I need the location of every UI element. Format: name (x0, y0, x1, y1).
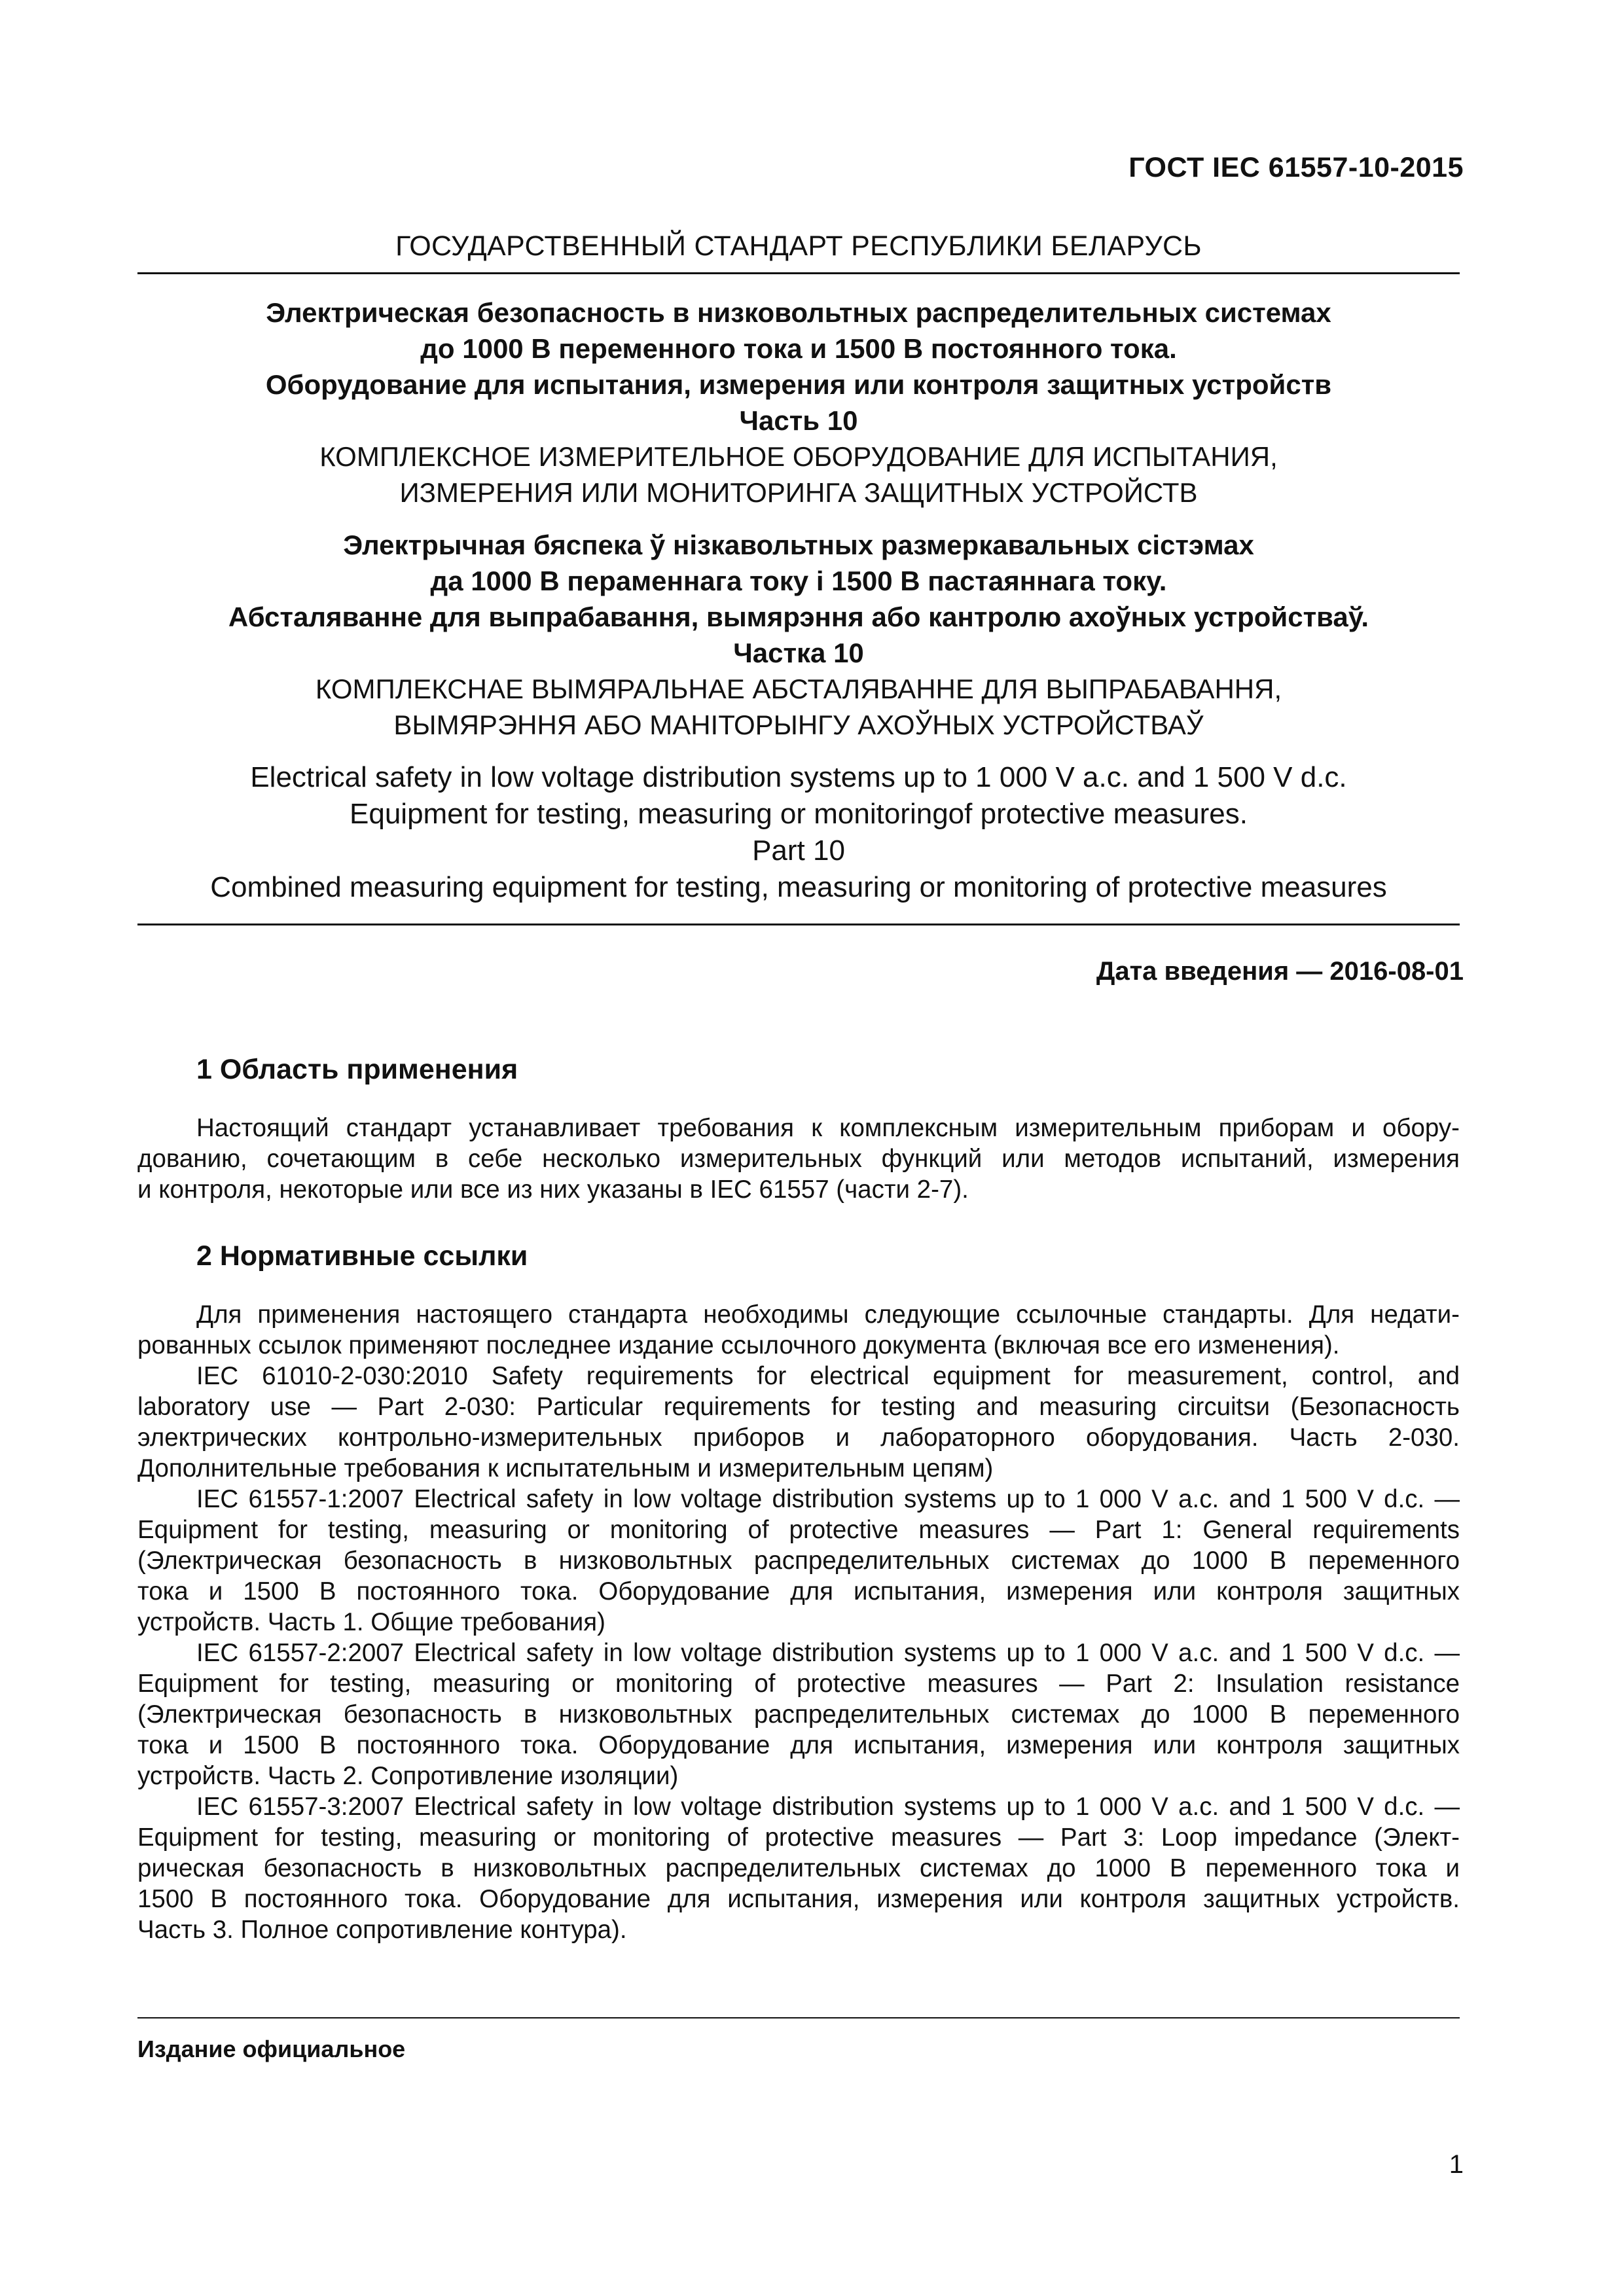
document-code: ГОСТ IEC 61557-10-2015 (1128, 152, 1464, 183)
title-en-line: Electrical safety in low voltage distribution systems up to 1 000 V a.c. and 1 500 V d.c. (250, 761, 1347, 793)
reference-line: электрических контрольно-измерительных приборов и лабораторного оборудования. Часть 2-030. (137, 1424, 1460, 1452)
state-standard-title: ГОСУДАРСТВЕННЫЙ СТАНДАРТ РЕСПУБЛИКИ БЕЛАРУСЬ (395, 230, 1202, 262)
page-number: 1 (1449, 2150, 1464, 2179)
title-by-line: Абсталяванне для выпрабавання, вымярэння або кантролю ахоўных устройстваў. (228, 601, 1369, 632)
title-english (137, 759, 1460, 906)
title-ru-line: Оборудование для испытания, измерения или контроля защитных устройств (265, 369, 1332, 400)
reference-line: (Электрическая безопасность в низковольтных распределительных системах до 1000 В переменного (137, 1547, 1460, 1575)
reference-line: рическая безопасность в низковольтных распределительных системах до 1000 В переменного тока и (137, 1854, 1460, 1882)
title-by-line: да 1000 В пераменнага току і 1500 В пастаяннага току. (430, 565, 1167, 596)
reference-line: Equipment for testing, measuring or monitoring of protective measures — Part 1: General requirements (137, 1516, 1460, 1544)
title-ru-line: Электрическая безопасность в низковольтных распределительных системах (266, 297, 1331, 328)
title-by-part: Частка 10 (733, 637, 864, 668)
paragraph-line: и контроля, некоторые или все из них указаны в IEC 61557 (части 2-7). (137, 1175, 969, 1204)
title-ru-part: Часть 10 (739, 405, 858, 436)
title-divider (137, 924, 1460, 925)
title-by-subtitle: ВЫМЯРЭННЯ АБО МАНІТОРЫНГУ АХОЎНЫХ УСТРОЙСТВАЎ (393, 709, 1204, 740)
reference-line: Дополнительные требования к испытательным и измерительным цепям) (137, 1454, 994, 1482)
reference-line: laboratory use — Part 2-030: Particular requirements for testing and measuring circuitsи (Безопасность (137, 1393, 1460, 1421)
reference-line: Часть 3. Полное сопротивление контура). (137, 1916, 627, 1944)
top-divider (137, 272, 1460, 274)
title-en-line: Equipment for testing, measuring or monitoringof protective measures. (350, 798, 1248, 830)
paragraph-line: Для применения настоящего стандарта необходимы следующие ссылочные стандарты. Для недати- (196, 1300, 1460, 1329)
title-ru-line: до 1000 В переменного тока и 1500 В постоянного тока. (420, 333, 1177, 364)
paragraph-line: Настоящий стандарт устанавливает требования к комплексным измерительным приборам и обору- (196, 1114, 1460, 1142)
paragraph-line: дованию, сочетающим в себе несколько измерительных функций или методов испытаний, измерения (137, 1145, 1460, 1173)
section-1-body (137, 1113, 1460, 1205)
official-edition-label: Издание официальное (137, 2036, 406, 2062)
title-en-part: Part 10 (752, 834, 845, 867)
reference-line: (Электрическая безопасность в низковольтных распределительных системах до 1000 В переменного (137, 1700, 1460, 1729)
reference-line: устройств. Часть 2. Сопротивление изоляции) (137, 1762, 679, 1790)
footer-divider (137, 2017, 1460, 2018)
title-russian (137, 295, 1460, 511)
section-2-body (137, 1299, 1460, 1945)
title-ru-subtitle: ИЗМЕРЕНИЯ ИЛИ МОНИТОРИНГА ЗАЩИТНЫХ УСТРОЙСТВ (399, 477, 1198, 508)
section-2-heading: 2 Нормативные ссылки (196, 1240, 528, 1272)
title-by-subtitle: КОМПЛЕКСНАЕ ВЫМЯРАЛЬНАЕ АБСТАЛЯВАННЕ ДЛЯ ВЫПРАБАВАННЯ, (315, 673, 1282, 704)
reference-line: IEC 61557-2:2007 Electrical safety in low voltage distribution systems up to 1 000 V a.c. and 1 500 V d.c. — (196, 1639, 1460, 1667)
reference-line: Equipment for testing, measuring or monitoring of protective measures — Part 2: Insulation resistance (137, 1670, 1460, 1698)
title-en-subtitle: Combined measuring equipment for testing, measuring or monitoring of protective measures (210, 871, 1387, 903)
title-belarusian (137, 527, 1460, 743)
section-1-heading: 1 Область применения (196, 1054, 518, 1085)
reference-line: Equipment for testing, measuring or monitoring of protective measures — Part 3: Loop impedance (Элект- (137, 1823, 1460, 1852)
reference-line: тока и 1500 В постоянного тока. Оборудование для испытания, измерения или контроля защитных (137, 1577, 1460, 1605)
reference-line: устройств. Часть 1. Общие требования) (137, 1608, 605, 1636)
title-ru-subtitle: КОМПЛЕКСНОЕ ИЗМЕРИТЕЛЬНОЕ ОБОРУДОВАНИЕ ДЛЯ ИСПЫТАНИЯ, (319, 441, 1278, 472)
reference-line: 1500 В постоянного тока. Оборудование для испытания, измерения или контроля защитных устройств. (137, 1885, 1460, 1913)
paragraph-line: рованных ссылок применяют последнее издание ссылочного документа (включая все его изменения). (137, 1331, 1340, 1359)
reference-line: IEC 61557-1:2007 Electrical safety in low voltage distribution systems up to 1 000 V a.c. and 1 500 V d.c. — (196, 1485, 1460, 1513)
reference-line: IEC 61557-3:2007 Electrical safety in low voltage distribution systems up to 1 000 V a.c. and 1 500 V d.c. — (196, 1793, 1460, 1821)
reference-line: тока и 1500 В постоянного тока. Оборудование для испытания, измерения или контроля защитных (137, 1731, 1460, 1759)
introduction-date: Дата введения — 2016-08-01 (1096, 957, 1464, 986)
title-by-line: Электрычная бяспека ў нізкавольтных размеркавальных сістэмах (343, 529, 1254, 560)
reference-line: IEC 61010-2-030:2010 Safety requirements for electrical equipment for measurement, control, and (196, 1362, 1460, 1390)
